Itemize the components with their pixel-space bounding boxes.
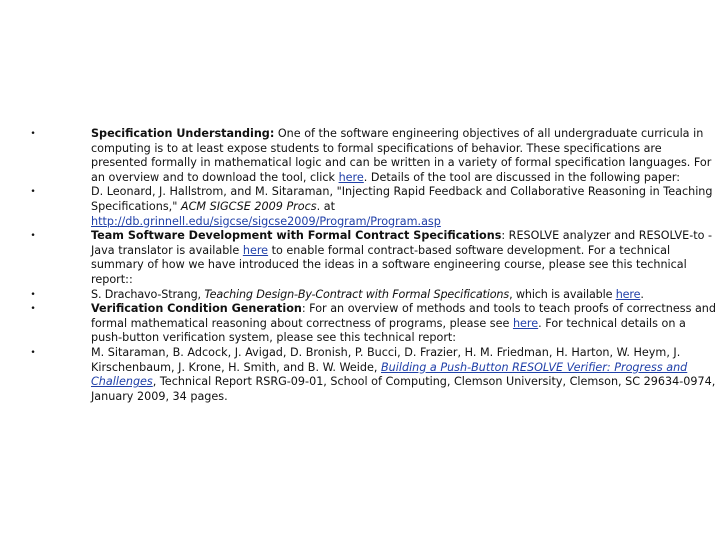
bullet-heading: Team Software Development with Formal Contract Specifications xyxy=(91,229,502,243)
bullet-text: Specification Understanding: One of the software engineering objectives of all undergraduate curricula in computing is to at least expose students to formal specifications of behavior. These specifications are presented formally in mathematical logic and can be written in a variety of formal specification languages. For an overview and to download the tool, click here. Details of the tool are discussed in the following paper: xyxy=(91,127,712,184)
bullet-dot: • xyxy=(30,231,36,242)
bullet-text: S. Drachavo-Strang, Teaching Design-By-Contract with Formal Specifications, which is available here. xyxy=(91,287,644,301)
sigcse-program-link[interactable]: http://db.grinnell.edu/sigcse/sigcse2009/Program/Program.asp xyxy=(91,214,441,228)
bullet-verification-condition-generation xyxy=(27,302,717,346)
bullet-heading: Verification Condition Generation xyxy=(91,302,302,316)
bullet-dot: • xyxy=(30,304,36,315)
bullet-text: D. Leonard, J. Hallstrom, and M. Sitaraman, "Injecting Rapid Feedback and Collaborative Reasoning in Teaching Specifications," ACM SIGCSE 2009 Procs. at http://db.grinnell.edu/sigcse/sigcse2009/Program/Program.asp xyxy=(91,185,713,228)
bullet-heading: Specification Understanding: xyxy=(91,127,275,140)
bullet-drachavo-strang xyxy=(27,288,717,303)
bullet-dot: • xyxy=(30,187,36,198)
bullet-dot: • xyxy=(30,129,36,139)
bullet-specification-understanding xyxy=(27,127,717,185)
translator-link[interactable]: here xyxy=(242,243,269,257)
slide-body xyxy=(27,127,717,404)
venue-italic: ACM SIGCSE 2009 Procs xyxy=(180,199,317,213)
resolve-verifier-link[interactable]: Building a Push-Button RESOLVE Verifier: Progress and Challenges xyxy=(91,360,688,389)
bullet-text: Verification Condition Generation: For an overview of methods and tools to teach proofs of correctness and formal mathematical reasoning about correctness of programs, please see here. For technical details on a push-button verification system, please see this technical report: xyxy=(91,302,716,345)
bullet-sitaraman-report xyxy=(27,346,717,404)
bullet-dot: • xyxy=(30,289,36,300)
bullet-text: Team Software Development with Formal Contract Specifications: RESOLVE analyzer and RESOLVE-to -Java translator is available here to enable formal contract-based software development. For a technical summary of how we have introduced the ideas in a software engineering course, please see this technical report:: xyxy=(91,229,713,286)
bullet-text: M. Sitaraman, B. Adcock, J. Avigad, D. Bronish, P. Bucci, D. Frazier, H. M. Friedman, H. Harton, W. Heym, J. Kirschenbaum, J. Krone, H. Smith, and B. W. Weide, Building a Push-Button RESOLVE Verifier: Progress and Challenges, Technical Report RSRG-09-01, School of Computing, Clemson University, Clemson, SC 29634-0974, January 2009, 34 pages. xyxy=(91,345,716,403)
bullet-team-software-development xyxy=(27,229,717,287)
paper-title-italic: Teaching Design-By-Contract with Formal Specifications xyxy=(204,287,510,301)
proofs-overview-link[interactable]: here xyxy=(512,316,539,330)
bullet-dot: • xyxy=(30,347,36,358)
bullet-leonard-paper xyxy=(27,185,717,229)
design-by-contract-link[interactable]: here xyxy=(615,287,641,301)
bullet-list xyxy=(27,127,717,404)
download-tool-link[interactable]: here xyxy=(338,170,364,184)
